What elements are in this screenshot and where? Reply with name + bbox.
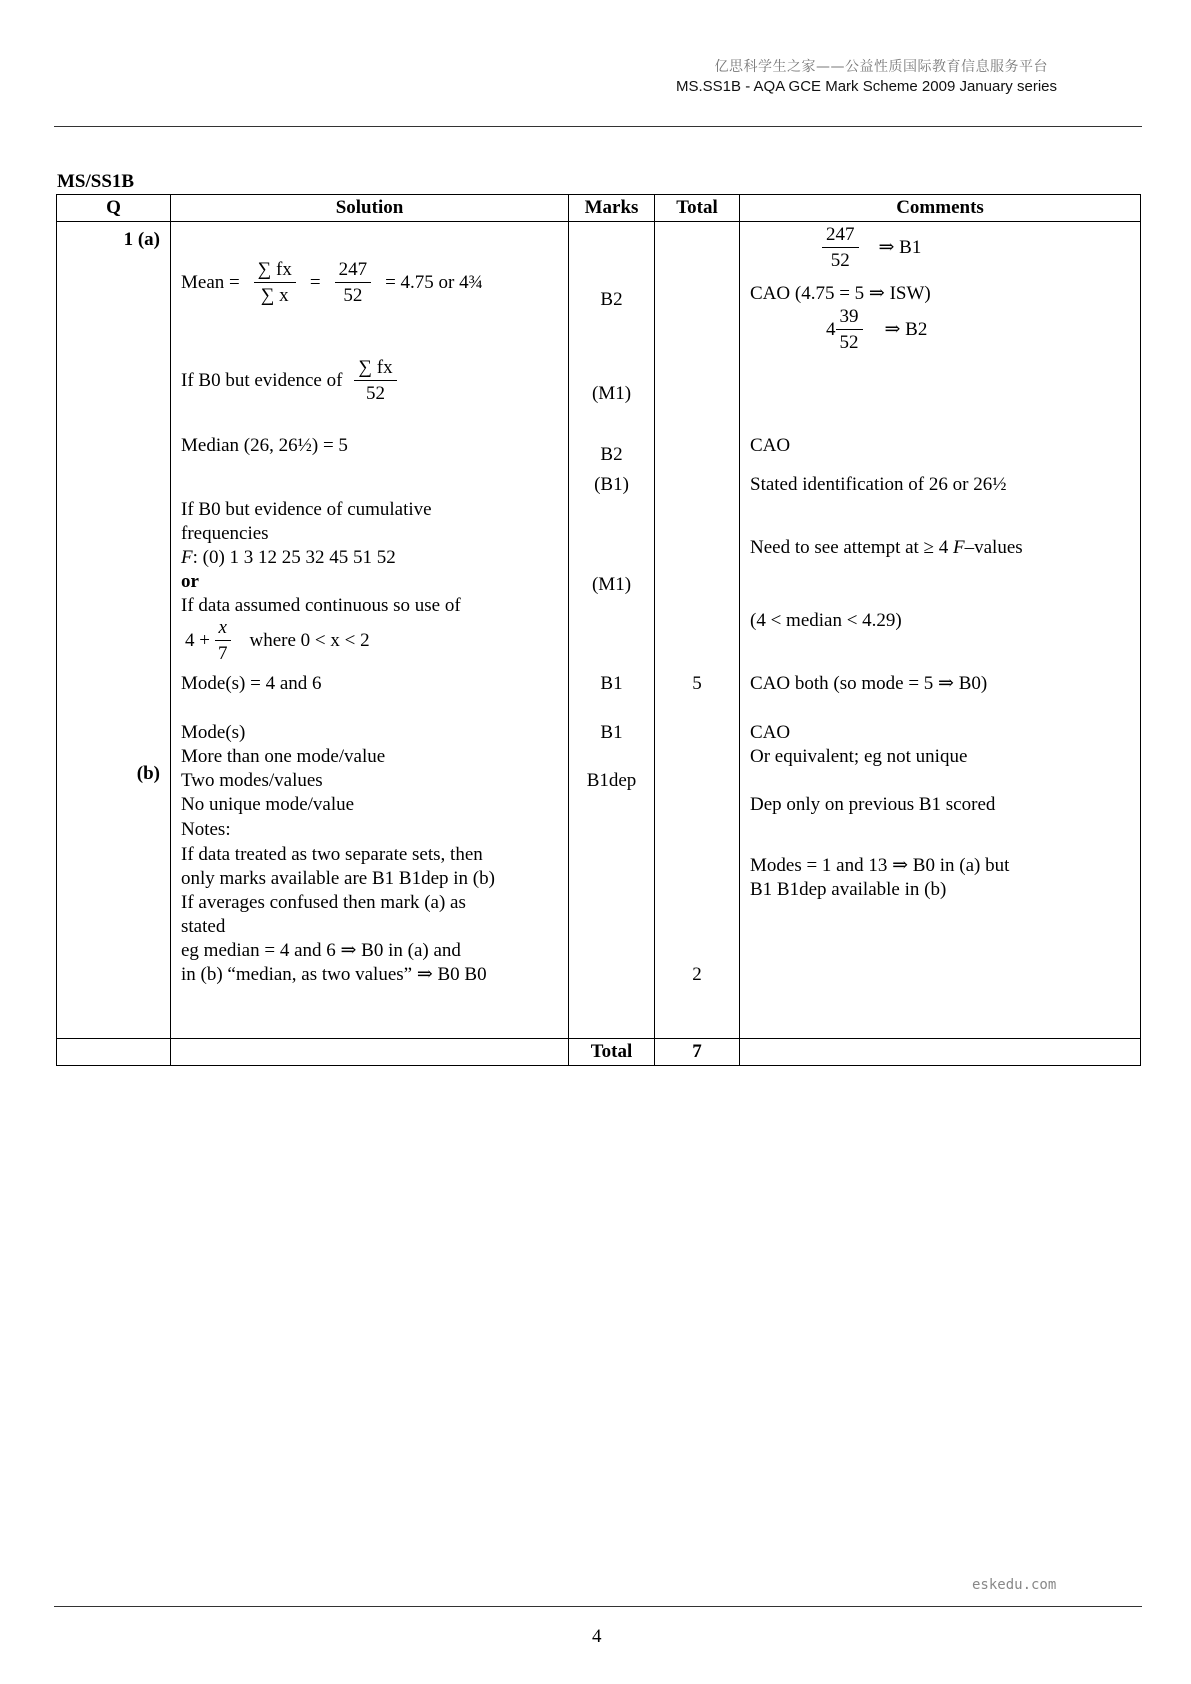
question-1b-label: (b) — [136, 763, 160, 784]
sum-fx: ∑ fx — [254, 259, 296, 283]
mark-b1dep: B1dep — [586, 770, 637, 791]
footer-rule — [54, 1606, 1142, 1607]
comment-need-attempt — [750, 536, 1023, 560]
b-line-10: eg median = 4 and 6 ⇒ B0 in (a) and — [181, 940, 461, 961]
mark-m1-a: (M1) — [591, 383, 632, 404]
mark-b1-median: (B1) — [594, 474, 629, 495]
mark-b1-modes: B1 — [600, 673, 623, 694]
mixed-den: 52 — [839, 332, 859, 353]
question-1a-label: 1 (a) — [123, 229, 160, 250]
comment-implies-b2: ⇒ B2 — [884, 319, 928, 340]
total-row-label: Total — [569, 1039, 655, 1066]
col-header-comments: Comments — [740, 195, 1141, 222]
value-fraction — [335, 259, 372, 307]
comment-modes-1: Modes = 1 and 13 ⇒ B0 in (a) but — [750, 855, 1010, 876]
q-cell — [57, 222, 171, 1039]
mean-label: Mean = — [181, 272, 240, 293]
evidence-den: 52 — [366, 383, 386, 404]
table-header-row — [57, 195, 1141, 222]
b0-evidence-text: If B0 but evidence of — [181, 370, 343, 391]
continuous-line: If data assumed continuous so use of — [181, 595, 461, 616]
comment-cao-median: CAO — [750, 435, 791, 456]
marks-cell — [569, 222, 655, 1039]
or-label: or — [181, 571, 199, 592]
f-values-line — [181, 546, 396, 570]
mixed-fraction — [836, 306, 863, 354]
cumfreq-line-1: If B0 but evidence of cumulative — [181, 499, 432, 520]
col-header-marks: Marks — [569, 195, 655, 222]
mixed-whole: 4 — [826, 319, 836, 340]
b-line-5: Notes: — [181, 819, 231, 840]
solution-cell — [171, 222, 569, 1039]
comment-fraction — [822, 224, 859, 272]
where-clause: where 0 < x < 2 — [249, 630, 370, 651]
comment-fraction-b1 — [818, 224, 921, 272]
footer-watermark: eskedu.com — [972, 1577, 1057, 1593]
header-rule — [54, 126, 1142, 127]
col-header-q: Q — [57, 195, 171, 222]
seven-denominator: 7 — [217, 643, 228, 664]
b-line-4: No unique mode/value — [181, 794, 355, 815]
comment-cao-both: CAO both (so mode = 5 ⇒ B0) — [750, 673, 988, 694]
x-numerator: x — [215, 617, 231, 641]
median-line: Median (26, 26½) = 5 — [181, 435, 348, 456]
mean-formula — [181, 259, 483, 307]
comment-dep-only: Dep only on previous B1 scored — [750, 794, 996, 815]
mark-b1-b: B1 — [600, 722, 623, 743]
mark-scheme-table — [56, 194, 1141, 1066]
b0-evidence-line — [181, 357, 401, 405]
total-cell — [655, 222, 740, 1039]
comment-fraction-den: 52 — [830, 250, 850, 271]
comment-cao-b: CAO — [750, 722, 791, 743]
section-title: MS/SS1B — [57, 171, 135, 192]
fraction-numerator: 247 — [335, 259, 372, 283]
comment-modes-2: B1 B1dep available in (b) — [750, 879, 947, 900]
comment-or-equivalent: Or equivalent; eg not unique — [750, 746, 968, 767]
b-line-2: More than one mode/value — [181, 746, 386, 767]
total-row-comments — [740, 1039, 1141, 1066]
total-row-value: 7 — [655, 1039, 740, 1066]
sum-x: ∑ x — [260, 285, 289, 306]
col-header-total: Total — [655, 195, 740, 222]
evidence-sum-fx: ∑ fx — [354, 357, 396, 381]
mean-result: = 4.75 or 4¾ — [385, 272, 483, 293]
total-row-solution — [171, 1039, 569, 1066]
comment-mixed-number — [826, 306, 927, 354]
col-header-solution: Solution — [171, 195, 569, 222]
b-line-1: Mode(s) — [181, 722, 246, 743]
b-line-6: If data treated as two separate sets, then — [181, 844, 483, 865]
page-number: 4 — [592, 1626, 602, 1647]
sum-fraction — [254, 259, 296, 307]
total-part-a: 5 — [692, 673, 702, 694]
equals-sign: = — [309, 272, 321, 293]
x-over-7 — [214, 617, 232, 665]
comment-cao-isw: CAO (4.75 = 5 ⇒ ISW) — [750, 283, 931, 304]
mark-b2-median: B2 — [600, 444, 623, 465]
header-en-line: MS.SS1B - AQA GCE Mark Scheme 2009 January series — [676, 78, 1057, 95]
b-line-7: only marks available are B1 B1dep in (b) — [181, 868, 495, 889]
mixed-num: 39 — [836, 306, 863, 330]
comment-stated-id: Stated identification of 26 or 26½ — [750, 474, 1007, 495]
f-label: F — [181, 547, 193, 568]
need-attempt-suffix: –values — [964, 537, 1023, 558]
evidence-fraction — [354, 357, 396, 405]
comment-implies-b1: ⇒ B1 — [878, 237, 922, 258]
b-line-11: in (b) “median, as two values” ⇒ B0 B0 — [181, 964, 487, 985]
need-attempt-f: F — [953, 537, 965, 558]
need-attempt-text: Need to see attempt at ≥ 4 — [750, 537, 953, 558]
comment-fraction-num: 247 — [822, 224, 859, 248]
expr-4plus: 4 + — [185, 630, 210, 651]
cumfreq-line-2: frequencies — [181, 523, 269, 544]
b-line-3: Two modes/values — [181, 770, 323, 791]
total-part-b: 2 — [692, 964, 702, 985]
f-values: : (0) 1 3 12 25 32 45 51 52 — [192, 547, 396, 568]
total-row-q — [57, 1039, 171, 1066]
b-line-8: If averages confused then mark (a) as — [181, 892, 466, 913]
comment-median-range: (4 < median < 4.29) — [750, 610, 902, 631]
mark-b2-mean: B2 — [600, 289, 623, 310]
header-cn-line: 亿思科学生之家——公益性质国际教育信息服务平台 — [714, 59, 1048, 75]
mark-m1-b: (M1) — [591, 574, 632, 595]
fraction-denominator: 52 — [343, 285, 363, 306]
b-line-9: stated — [181, 916, 226, 937]
table-total-row — [57, 1039, 1141, 1066]
table-row-q1 — [57, 222, 1141, 1039]
modes-line: Mode(s) = 4 and 6 — [181, 673, 322, 694]
continuous-expression — [185, 617, 370, 665]
comments-cell — [740, 222, 1141, 1039]
